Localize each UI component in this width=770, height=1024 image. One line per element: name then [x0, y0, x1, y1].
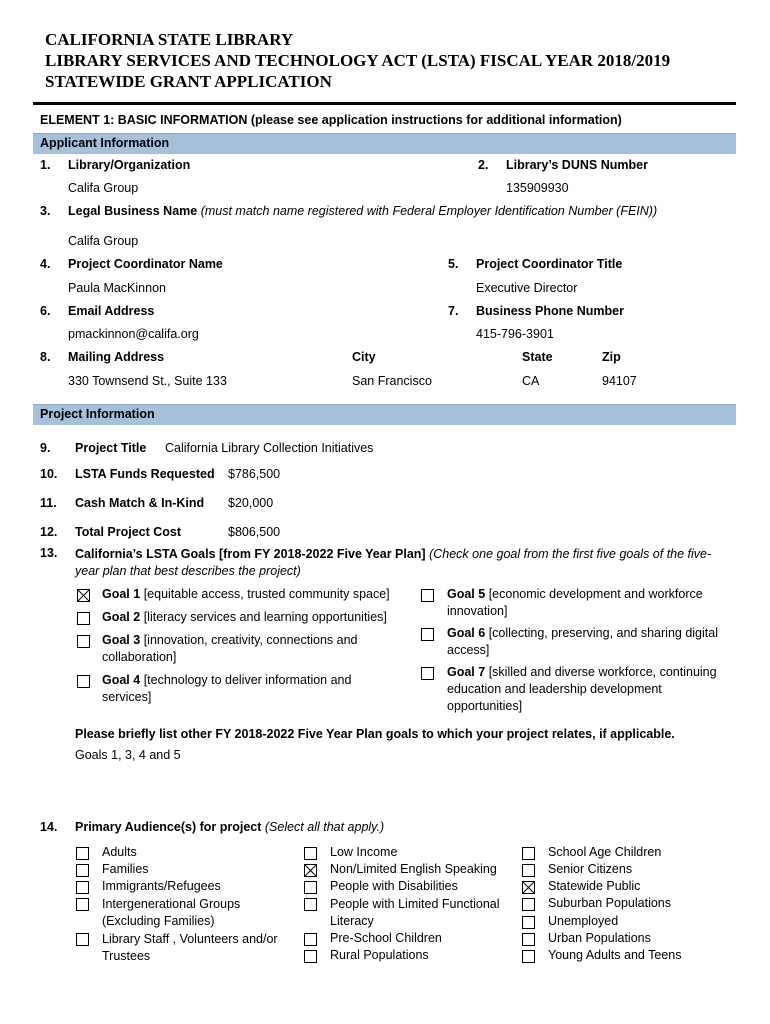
audience-families-label: Families — [102, 862, 149, 876]
goal-5-label — [447, 586, 732, 620]
field-5-number: 5. — [448, 257, 459, 271]
audience-rural-label: Rural Populations — [330, 948, 429, 962]
field-11-number: 11. — [40, 496, 57, 510]
audience-urban-label: Urban Populations — [548, 931, 651, 945]
audience-immigrants-label: Immigrants/Refugees — [102, 879, 221, 893]
goal-3-label — [102, 632, 392, 666]
goal-6-checkbox[interactable] — [421, 628, 434, 641]
field-3-label-line — [68, 204, 657, 218]
state-label: State — [522, 350, 553, 364]
audience-school-age-label: School Age Children — [548, 845, 662, 859]
audience-library-staff-label: Library Staff , Volunteers and/or Trustees — [102, 932, 278, 963]
field-2-label: Library’s DUNS Number — [506, 158, 648, 172]
field-1-label: Library/Organization — [68, 158, 191, 172]
field-10-label: LSTA Funds Requested — [75, 467, 215, 481]
audience-unemployed-label: Unemployed — [548, 914, 619, 928]
other-goals-prompt: Please briefly list other FY 2018-2022 Five Year Plan goals to which your project relates, if applicable. — [75, 727, 675, 741]
audience-young-adults-checkbox[interactable] — [522, 950, 535, 963]
goal-4-checkbox[interactable] — [77, 675, 90, 688]
field-3-label: Legal Business Name — [68, 204, 198, 218]
audience-unemployed-checkbox[interactable] — [522, 916, 535, 929]
field-1-number: 1. — [40, 158, 51, 172]
goal-3-name: Goal 3 — [102, 633, 141, 647]
audience-limited-english-checkbox[interactable] — [304, 864, 317, 877]
applicant-section-bar — [33, 133, 736, 154]
project-section-title: Project Information — [40, 407, 155, 421]
field-13-text — [75, 546, 735, 580]
goal-2-desc: [literacy services and learning opportunities] — [140, 610, 387, 624]
field-9-value[interactable]: California Library Collection Initiatives — [165, 441, 374, 455]
audience-statewide-checkbox[interactable] — [522, 881, 535, 894]
audience-limited-english-label: Non/Limited English Speaking — [330, 862, 497, 876]
audience-senior-checkbox[interactable] — [522, 864, 535, 877]
audience-low-income-label: Low Income — [330, 845, 398, 859]
applicant-section-title: Applicant Information — [40, 136, 170, 150]
other-goals-value[interactable]: Goals 1, 3, 4 and 5 — [75, 748, 181, 762]
field-5-value[interactable]: Executive Director — [476, 281, 578, 295]
field-14-label-line — [75, 820, 384, 834]
audience-suburban-label: Suburban Populations — [548, 896, 672, 910]
field-9-label: Project Title — [75, 441, 147, 455]
title-line-1: CALIFORNIA STATE LIBRARY — [45, 30, 294, 49]
state-value[interactable]: CA — [522, 374, 540, 388]
field-14-note: (Select all that apply.) — [264, 820, 385, 834]
field-10-value[interactable]: $786,500 — [228, 467, 281, 481]
audience-disabilities-label: People with Disabilities — [330, 879, 458, 893]
audience-intergenerational-label: Intergenerational Groups (Excluding Families) — [102, 897, 241, 928]
goal-5-name: Goal 5 — [447, 587, 486, 601]
audience-library-staff-checkbox[interactable] — [76, 933, 89, 946]
field-3-number: 3. — [40, 204, 51, 218]
zip-value[interactable]: 94107 — [602, 374, 637, 388]
goal-7-name: Goal 7 — [447, 665, 486, 679]
goal-6-desc: [collecting, preserving, and sharing digital access] — [447, 626, 718, 657]
audience-intergenerational-checkbox[interactable] — [76, 898, 89, 911]
audience-rural-checkbox[interactable] — [304, 950, 317, 963]
element1-heading: ELEMENT 1: BASIC INFORMATION (please see application instructions for additional information) — [40, 113, 622, 127]
field-12-number: 12. — [40, 525, 58, 539]
goal-7-desc: [skilled and diverse workforce, continuing education and leadership development opportunities] — [447, 665, 717, 713]
field-10-number: 10. — [40, 467, 58, 481]
audience-functional-literacy-label: People with Limited Functional Literacy — [330, 897, 500, 928]
goal-1-label — [102, 586, 402, 603]
field-7-label: Business Phone Number — [476, 304, 624, 318]
audience-adults-label: Adults — [102, 845, 137, 859]
field-6-number: 6. — [40, 304, 51, 318]
audience-suburban-checkbox[interactable] — [522, 898, 535, 911]
field-7-number: 7. — [448, 304, 459, 318]
audience-school-age-checkbox[interactable] — [522, 847, 535, 860]
goal-2-checkbox[interactable] — [77, 612, 90, 625]
field-13-number: 13. — [40, 546, 58, 560]
field-6-value[interactable]: pmackinnon@califa.org — [68, 327, 199, 341]
goal-7-checkbox[interactable] — [421, 667, 434, 680]
goal-4-desc: [technology to deliver information and services] — [102, 673, 352, 704]
field-3-note: (must match name registered with Federal Employer Identification Number (FEIN)) — [200, 204, 658, 218]
field-8-value[interactable]: 330 Townsend St., Suite 133 — [68, 374, 227, 388]
project-section-bar — [33, 404, 736, 425]
city-label: City — [352, 350, 376, 364]
field-13-note: (Check one goal from the first five goals of the five-year plan that best describes the project) — [75, 547, 712, 578]
zip-label: Zip — [602, 350, 621, 364]
field-8-number: 8. — [40, 350, 51, 364]
field-4-number: 4. — [40, 257, 51, 271]
header-rule — [33, 102, 736, 105]
audience-immigrants-checkbox[interactable] — [76, 881, 89, 894]
title-line-3: STATEWIDE GRANT APPLICATION — [45, 72, 332, 91]
goal-7-label — [447, 664, 732, 715]
field-7-value[interactable]: 415-796-3901 — [476, 327, 554, 341]
goal-2-label — [102, 609, 402, 626]
audience-young-adults-label: Young Adults and Teens — [548, 948, 682, 962]
goal-2-name: Goal 2 — [102, 610, 141, 624]
audience-adults-checkbox[interactable] — [76, 847, 89, 860]
audience-low-income-checkbox[interactable] — [304, 847, 317, 860]
goal-5-checkbox[interactable] — [421, 589, 434, 602]
goal-3-desc: [innovation, creativity, connections and collaboration] — [102, 633, 358, 664]
audience-preschool-label: Pre-School Children — [330, 931, 442, 945]
audience-families-checkbox[interactable] — [76, 864, 89, 877]
field-11-value[interactable]: $20,000 — [228, 496, 274, 510]
title-line-2: LIBRARY SERVICES AND TECHNOLOGY ACT (LSTA) FISCAL YEAR 2018/2019 — [45, 51, 671, 70]
field-14-number: 14. — [40, 820, 58, 834]
audience-preschool-checkbox[interactable] — [304, 933, 317, 946]
audience-senior-label: Senior Citizens — [548, 862, 633, 876]
goal-6-label — [447, 625, 732, 659]
city-value[interactable]: San Francisco — [352, 374, 432, 388]
field-12-value[interactable]: $806,500 — [228, 525, 281, 539]
field-9-number: 9. — [40, 441, 51, 455]
audience-functional-literacy-checkbox[interactable] — [304, 898, 317, 911]
field-4-label: Project Coordinator Name — [68, 257, 223, 271]
audience-statewide-label: Statewide Public — [548, 879, 641, 893]
field-11-label: Cash Match & In-Kind — [75, 496, 205, 510]
field-4-value[interactable]: Paula MacKinnon — [68, 281, 166, 295]
field-6-label: Email Address — [68, 304, 155, 318]
field-14-label: Primary Audience(s) for project — [75, 820, 262, 834]
goal-3-checkbox[interactable] — [77, 635, 90, 648]
field-2-number: 2. — [478, 158, 489, 172]
goal-4-name: Goal 4 — [102, 673, 141, 687]
field-12-label: Total Project Cost — [75, 525, 182, 539]
goal-5-desc: [economic development and workforce innovation] — [447, 587, 703, 618]
goal-4-label — [102, 672, 392, 706]
field-8-label: Mailing Address — [68, 350, 165, 364]
goal-1-name: Goal 1 — [102, 587, 141, 601]
field-3-value[interactable]: Califa Group — [68, 234, 139, 248]
field-13-label: California’s LSTA Goals [from FY 2018-2022 Five Year Plan] — [75, 547, 426, 561]
field-5-label: Project Coordinator Title — [476, 257, 623, 271]
goal-1-desc: [equitable access, trusted community space] — [140, 587, 390, 601]
goal-1-checkbox[interactable] — [77, 589, 90, 602]
field-2-value[interactable]: 135909930 — [506, 181, 569, 195]
audience-urban-checkbox[interactable] — [522, 933, 535, 946]
audience-disabilities-checkbox[interactable] — [304, 881, 317, 894]
field-1-value[interactable]: Califa Group — [68, 181, 139, 195]
goal-6-name: Goal 6 — [447, 626, 486, 640]
